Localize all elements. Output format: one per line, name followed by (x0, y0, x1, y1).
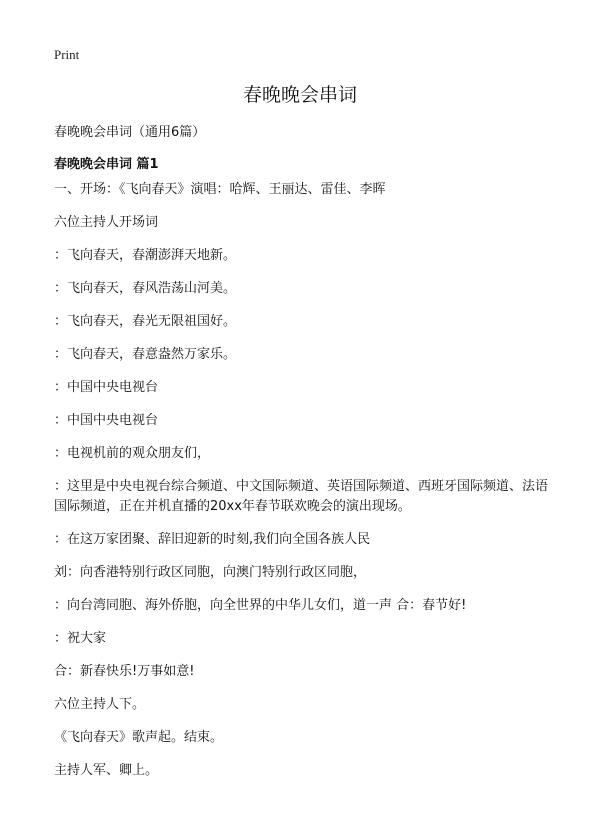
script-line: 一、开场：《飞向春天》演唱：哈辉、王丽达、雷佳、李晖 (54, 182, 386, 197)
script-line: ：中国中央电视台 (54, 413, 159, 428)
script-line: ：飞向春天，春意盎然万家乐。 (54, 347, 237, 362)
script-line: ：飞向春天，春潮澎湃天地新。 (54, 248, 237, 263)
script-line: 主持人军、卿上。 (54, 763, 159, 778)
script-lines (54, 180, 554, 794)
script-line: ：祝大家 (54, 631, 107, 646)
script-line: ：电视机前的观众朋友们， (54, 446, 211, 461)
script-line: ：向台湾同胞、海外侨胞，向全世界的中华儿女们，道一声 合：春节好! (54, 598, 467, 613)
document-subtitle: 春晚晚会串词（通用6篇） (54, 125, 206, 140)
script-line: 六位主持人下。 (54, 697, 146, 712)
script-line: 合：新春快乐!万事如意! (54, 664, 195, 679)
script-line: ：飞向春天，春光无限祖国好。 (54, 314, 237, 329)
script-line: ：这里是中央电视台综合频道、中文国际频道、英语国际频道、西班牙国际频道、法语国际频道，正在并机直播的20xx年春节联欢晚会的演出现场。 (54, 479, 549, 514)
script-line: ：飞向春天，春风浩荡山河美。 (54, 281, 237, 296)
script-line: 六位主持人开场词 (54, 215, 159, 230)
print-link[interactable]: Print (54, 47, 80, 62)
section-heading: 春晚晚会串词 篇1 (54, 157, 159, 172)
script-line: ：在这万家团聚、辞旧迎新的时刻,我们向全国各族人民 (54, 532, 371, 547)
script-line: 《飞向春天》歌声起。结束。 (54, 730, 224, 745)
document-title: 春晚晚会串词 (242, 84, 357, 106)
script-line: ：中国中央电视台 (54, 380, 159, 395)
script-line: 刘：向香港特别行政区同胞，向澳门特别行政区同胞， (54, 565, 367, 580)
